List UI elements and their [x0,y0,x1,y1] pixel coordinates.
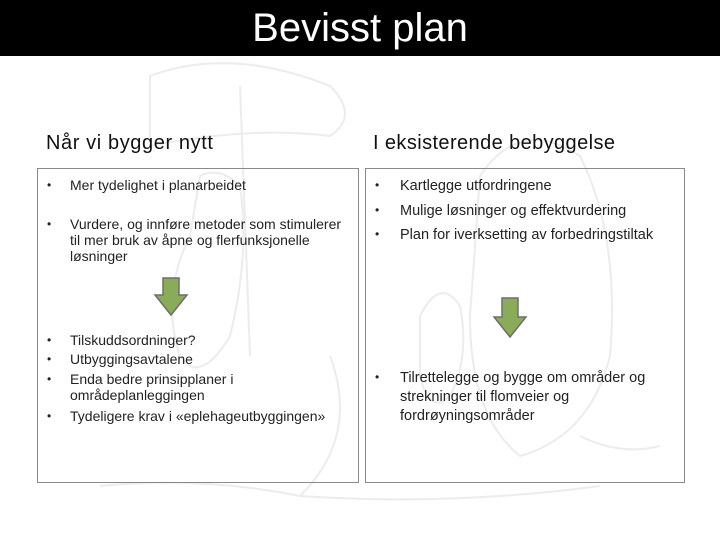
bullet: • [47,352,52,366]
list-item [38,332,356,350]
down-arrow-icon [153,277,189,317]
left-panel [37,168,359,483]
bullet: • [375,227,380,241]
list-item-text: Utbyggingsavtalene [70,351,193,367]
list-item-text: Plan for iverksetting av forbedringstiltak [400,227,654,243]
list-item [38,371,356,405]
down-arrow-icon [492,297,528,339]
bullet: • [47,372,52,386]
bullet: • [47,178,52,192]
list-item [366,202,682,222]
list-item [38,351,356,369]
slide-title: Bevisst plan [252,6,468,50]
list-item-text: Mulige løsninger og effektvurdering [400,203,627,219]
list-item [38,177,356,195]
list-item [38,216,356,266]
list-item [366,177,682,197]
bullet: • [375,370,380,384]
right-panel [365,168,685,483]
list-item [366,226,682,266]
list-item-text: Kartlegge utfordringene [400,178,552,194]
bullet: • [47,333,52,347]
list-item-text: Tilskuddsordninger? [70,332,196,348]
bullet: • [47,409,52,423]
bullet: • [375,203,380,217]
list-item-text: Enda bedre prinsipplaner i områdeplanleggingen [70,371,234,403]
list-item-text: Tydeligere krav i «eplehageutbyggingen» [70,408,326,424]
list-item-text: Vurdere, og innføre metoder som stimulerer til mer bruk av åpne og flerfunksjonelle løsninger [70,216,342,264]
bullet: • [375,178,380,192]
list-item [366,369,682,429]
list-item [38,408,356,442]
list-item-text: Tilrettelegge og bygge om områder og strekninger til flomveier og fordrøyningsområder [400,370,646,424]
title-bar [0,0,720,56]
right-heading: I eksisterende bebyggelse [373,132,616,154]
list-item-text: Mer tydelighet i planarbeidet [70,177,246,193]
bullet: • [47,217,52,231]
left-heading: Når vi bygger nytt [46,132,214,154]
